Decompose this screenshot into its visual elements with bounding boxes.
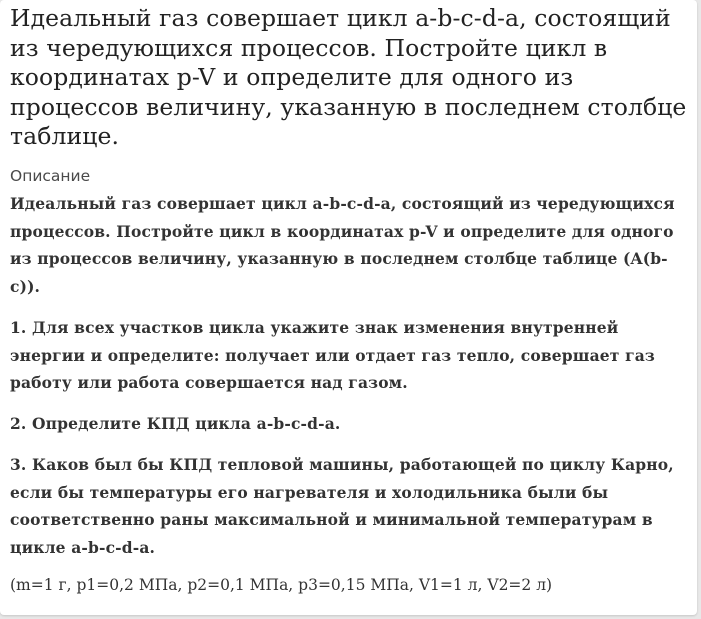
description-paragraph: Идеальный газ совершает цикл a-b-c-d-a, состоящий из чередующихся процессов. Постройте цикл в координатах p-V и определите для одного из процессов величину, указанную в последнем столбце таблице (A(b-c)). xyxy=(10,194,675,296)
question-3: 3. Каков был бы КПД тепловой машины, работающей по циклу Карно, если бы температуры его нагревателя и холодильника были бы соответственно раны максимальной и минимальной температурам в цикле a-b-c-d-a. xyxy=(10,455,674,557)
question-2: 2. Определите КПД цикла a-b-c-d-a. xyxy=(10,414,341,433)
task-title: Идеальный газ совершает цикл a-b-c-d-a, состоящий из чередующихся процессов. Постройте цикл в координатах p-V и определите для одного из процессов величину, указанную в последнем столбце таблице. xyxy=(10,4,687,150)
description-label: Описание xyxy=(10,167,91,185)
given-parameters: (m=1 г, p1=0,2 МПа, p2=0,1 МПа, p3=0,15 МПа, V1=1 л, V2=2 л) xyxy=(10,576,553,594)
question-1: 1. Для всех участков цикла укажите знак изменения внутренней энергии и определите: получает или отдает газ тепло, совершает газ работу или работа совершается над газом. xyxy=(10,318,655,392)
